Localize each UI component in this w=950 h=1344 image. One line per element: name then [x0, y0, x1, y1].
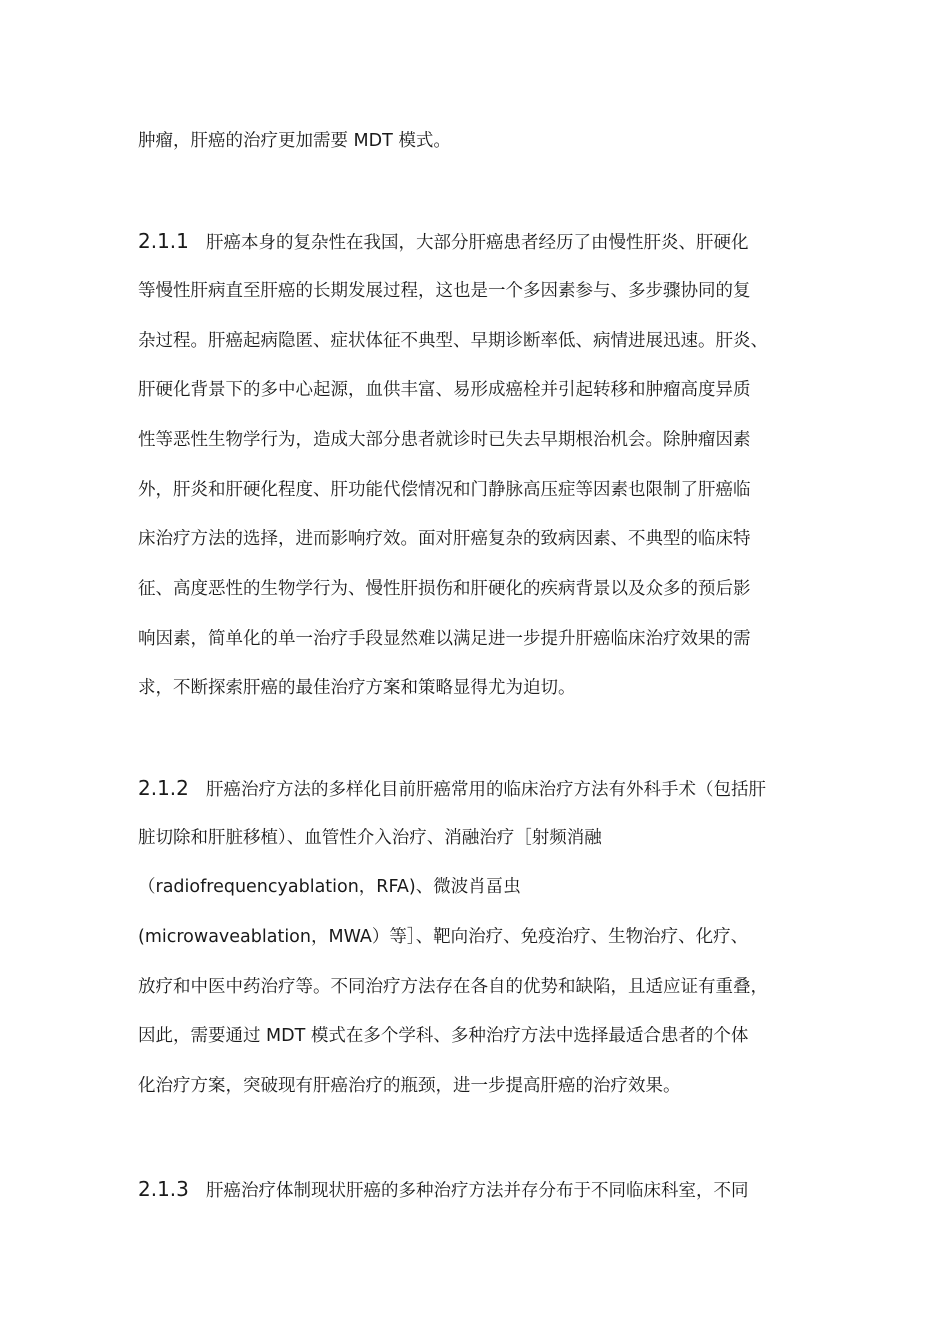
paragraph-line: （radiofrequencyablation，RFA)、微波肖畐虫	[138, 877, 521, 897]
intro-text: 肿瘤，肝癌的治疗更加需要 MDT 模式。	[138, 131, 451, 151]
paragraph-line: 脏切除和肝脏移植）、血管性介入治疗、消融治疗［射频消融	[138, 828, 602, 848]
paragraph-line: 求，不断探索肝癌的最佳治疗方案和策略显得尤为迫切。	[138, 678, 576, 698]
paragraph-line: 性等恶性生物学行为，造成大部分患者就诊时已失去早期根治机会。除肿瘤因素	[138, 430, 751, 450]
paragraph-line: (microwaveablation，MWA）等］、靶向治疗、免疫治疗、生物治疗、化疗、	[138, 927, 749, 947]
paragraph-line: 响因素，简单化的单一治疗手段显然难以满足进一步提升肝癌临床治疗效果的需	[138, 629, 751, 649]
section-2-1-1-heading-line	[138, 228, 749, 256]
section-2-1-2-heading-line	[138, 775, 766, 803]
section-2-1-3-heading-line	[138, 1176, 749, 1204]
paragraph-line: 等慢性肝病直至肝癌的长期发展过程，这也是一个多因素参与、多步骤协同的复	[138, 281, 751, 301]
paragraph-line: 肝癌治疗体制现状肝癌的多种治疗方法并存分布于不同临床科室，不同	[206, 1181, 749, 1201]
paragraph-line: 床治疗方法的选择，进而影响疗效。面对肝癌复杂的致病因素、不典型的临床特	[138, 529, 751, 549]
section-number: 2.1.2	[138, 776, 189, 800]
paragraph-line: 化治疗方案，突破现有肝癌治疗的瓶颈，进一步提高肝癌的治疗效果。	[138, 1076, 681, 1096]
paragraph-line: 因此，需要通过 MDT 模式在多个学科、多种治疗方法中选择最适合患者的个体	[138, 1026, 749, 1046]
paragraph-line: 杂过程。肝癌起病隐匿、症状体征不典型、早期诊断率低、病情进展迅速。肝炎、	[138, 331, 768, 351]
paragraph-line: 肝硬化背景下的多中心起源，血供丰富、易形成癌栓并引起转移和肿瘤高度异质	[138, 380, 751, 400]
paragraph-line: 放疗和中医中药治疗等。不同治疗方法存在各自的优势和缺陷，且适应证有重叠，	[138, 977, 768, 997]
paragraph-line: 征、高度恶性的生物学行为、慢性肝损伤和肝硬化的疾病背景以及众多的预后影	[138, 579, 751, 599]
paragraph-line: 外，肝炎和肝硬化程度、肝功能代偿情况和门静脉高压症等因素也限制了肝癌临	[138, 480, 751, 500]
section-number: 2.1.1	[138, 229, 189, 253]
section-number: 2.1.3	[138, 1177, 189, 1201]
paragraph-line: 肝癌治疗方法的多样化目前肝癌常用的临床治疗方法有外科手术（包括肝	[206, 780, 766, 800]
paragraph-line: 肝癌本身的复杂性在我国，大部分肝癌患者经历了由慢性肝炎、肝硬化	[206, 233, 749, 253]
